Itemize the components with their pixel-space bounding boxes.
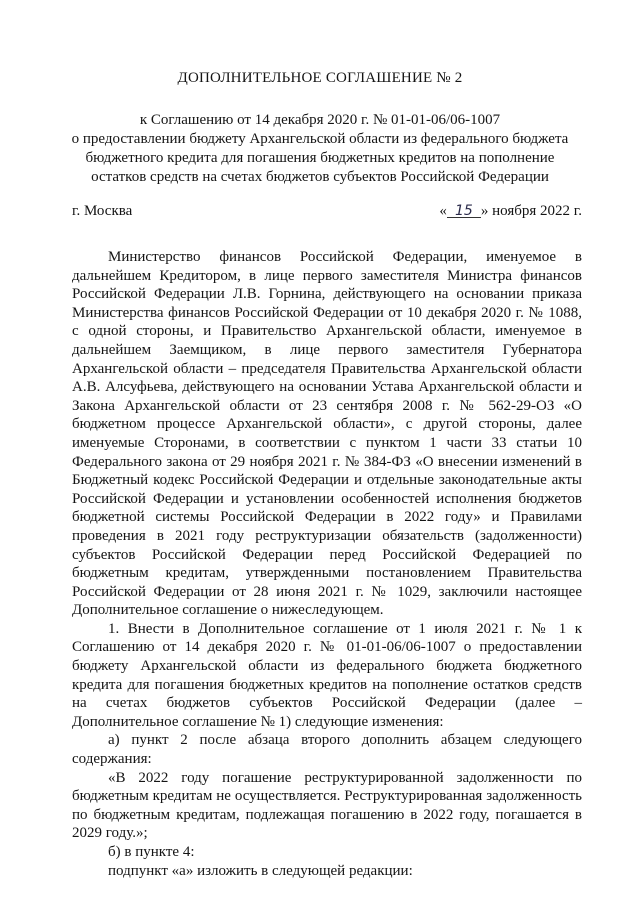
quoted-amendment-paragraph: «В 2022 году погашение реструктурированной задолженности по бюджетным кредитам не осуществляется. Реструктурированная задолженность по бюджетным кредитам, подлежащая погашению в 2022 году, погашается в 2029 году.»; (72, 769, 582, 842)
subitem-a-paragraph: подпункт «а» изложить в следующей редакции: (108, 862, 413, 879)
heading-line: остатков средств на счетах бюджетов субъектов Российской Федерации (91, 169, 549, 185)
heading-line: о предоставлении бюджету Архангельской области из федерального бюджета (71, 131, 569, 147)
handwritten-day: 15 (447, 203, 481, 219)
document-body (72, 248, 582, 880)
heading-line: бюджетного кредита для погашения бюджетных кредитов на пополнение (85, 150, 555, 166)
date-open-quote: « (439, 203, 447, 219)
clause-1-paragraph: 1. Внести в Дополнительное соглашение от 1 июля 2021 г. № 1 к Соглашению от 14 декабря 2020 г. № 01-01-06/06-1007 о предоставлении бюджету Архангельской области из федерального бюджета бюджетного кредита для погашения бюджетных кредитов на пополнение остатков средств на счетах бюджетов субъектов Российской Федерации (далее – Дополнительное соглашение № 1) следующие изменения: (72, 620, 582, 730)
heading-line: к Соглашению от 14 декабря 2020 г. № 01-01-06/06-1007 (139, 112, 501, 128)
document-date (439, 203, 582, 220)
city: г. Москва (72, 203, 133, 219)
document-heading (60, 111, 580, 187)
subclause-a-paragraph: а) пункт 2 после абзаца второго дополнить абзацем следующего содержания: (72, 732, 582, 768)
subclause-b-paragraph: б) в пункте 4: (108, 844, 195, 860)
preamble-paragraph: Министерство финансов Российской Федерации, именуемое в дальнейшем Кредитором, в лице первого заместителя Министра финансов Российской Федерации Л.В. Горнина, действующего на основании приказа Министерства финансов Российской Федерации от 10 декабря 2020 г. № 1088, с одной стороны, и Правительство Архангельской области, именуемое в дальнейшем Заемщиком, в лице первого заместителя Губернатора Архангельской области – председателя Правительства Архангельской области А.В. Алсуфьева, действующего на основании Устава Архангельской области и Закона Архангельской области от 23 сентября 2008 г. № 562-29-ОЗ «О бюджетном процессе Архангельской области», с другой стороны, далее именуемые Сторонами, в соответствии с пунктом 1 части 33 статьи 10 Федерального закона от 29 ноября 2021 г. № 384-ФЗ «О внесении изменений в Бюджетный кодекс Российской Федерации и отдельные законодательные акты Российской Федерации и установлении особенностей исполнения бюджетов бюджетной системы Российской Федерации в 2022 году» и Правилами проведения в 2021 году реструктуризации обязательств (задолженности) субъектов Российской Федерации перед Российской Федерацией по бюджетным кредитам, утвержденными постановлением Правительства Российской Федерации от 28 июня 2021 г. № 1029, заключили настоящее Дополнительное соглашение о нижеследующем. (72, 249, 582, 619)
document-title: ДОПОЛНИТЕЛЬНОЕ СОГЛАШЕНИЕ № 2 (177, 70, 463, 86)
place-date-row (72, 203, 582, 223)
date-month-year: » ноября 2022 г. (480, 203, 582, 219)
